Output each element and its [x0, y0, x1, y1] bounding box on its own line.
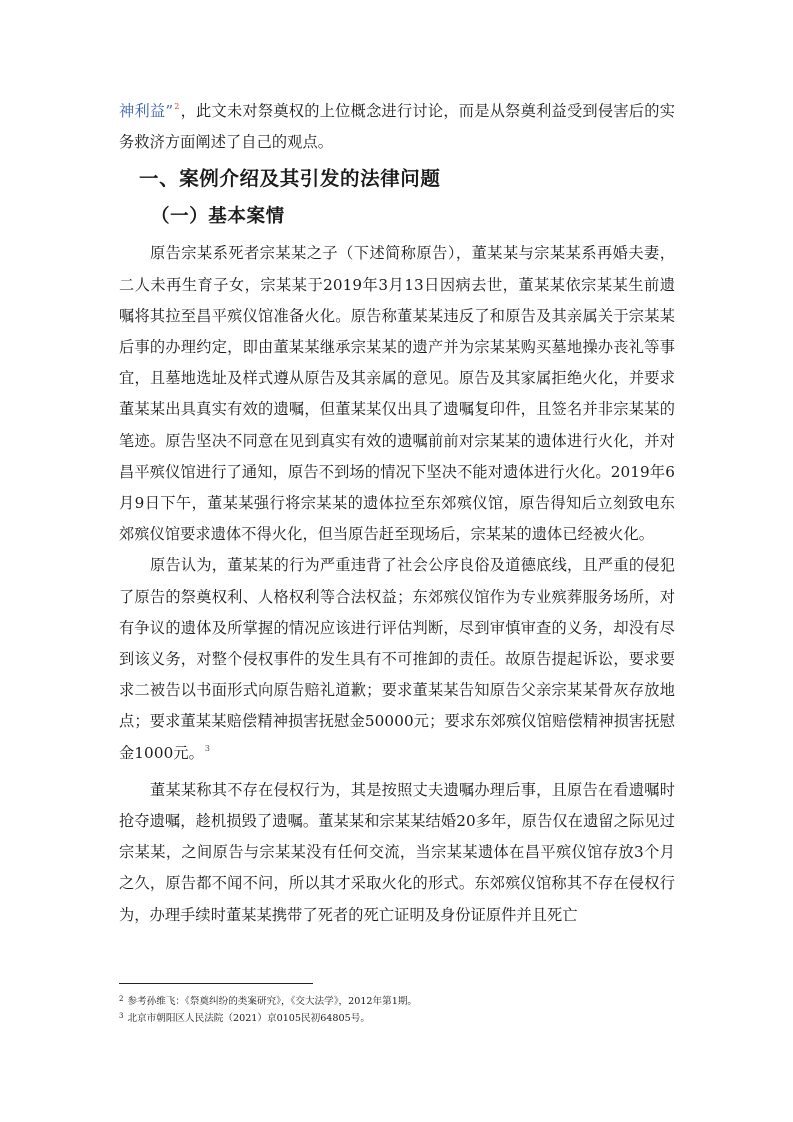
paragraph-defendant-response: 董某某称其不存在侵权行为，其是按照丈夫遗嘱办理后事，且原告在看遗嘱时抢夺遗嘱，趁机损毁了遗嘱。董某某和宗某某结婚20多年，原告仅在遗留之际见过宗某某，之间原告与宗某某没有任何交流，当宗某某遗体在昌平殡仪馆存放3个月之久，原告都不闻不问，所以其才采取火化的形式。东郊殡仪馆称其不存在侵权行为，办理手续时董某某携带了死者的死亡证明及身份证原件并且死亡: [119, 780, 675, 924]
footnote-text: 北京市朝阳区人民法院（2021）京0105民初64805号。: [127, 1013, 370, 1024]
paragraph-continuation: [119, 96, 675, 158]
quoted-term: 神利益”: [119, 102, 174, 120]
body-text: [119, 96, 675, 931]
footnote-separator: [119, 983, 313, 984]
footnote-item: [119, 1009, 679, 1026]
section-heading: 一、案例介绍及其引发的法律问题: [139, 167, 441, 191]
paragraph-plaintiff-claims: [119, 550, 675, 768]
paragraph-continuation-text: ，此文未对祭奠权的上位概念进行讨论，而是从祭奠利益受到侵害后的实务救济方面阐述了自己的观点。: [119, 102, 675, 152]
footnote-ref-3[interactable]: 3: [204, 743, 211, 753]
footnote-text: 参考孙维飞：《祭奠纠纷的类案研究》，《交大法学》，2012年第1期。: [127, 996, 418, 1007]
subsection-heading: （一）基本案情: [151, 206, 285, 228]
footnote-number: 3: [119, 1012, 124, 1020]
footnote-ref-2[interactable]: 2: [174, 102, 180, 111]
plaintiff-claims-text: 原告认为，董某某的行为严重违背了社会公序良俗及道德底线，且严重的侵犯了原告的祭奠权利、人格权利等合法权益；东郊殡仪馆作为专业殡葬服务场所，对有争议的遗体及所掌握的情况应该进行评估判断，尽到审慎审查的义务，却没有尽到该义务，对整个侵权事件的发生具有不可推卸的责任。故原告提起诉讼，要求要求二被告以书面形式向原告赔礼道歉；要求董某某告知原告父亲宗某某骨灰存放地点；要求董某某赔偿精神损害抚慰金50000元；要求东郊殡仪馆赔偿精神损害抚慰金1000元。: [119, 556, 675, 762]
footnote-item: [119, 992, 679, 1009]
paragraph-case-facts: 原告宗某系死者宗某某之子（下述简称原告），董某某与宗某某系再婚夫妻，二人未再生育子女，宗某某于2019年3月13日因病去世，董某某依宗某某生前遗嘱将其拉至昌平殡仪馆准备火化。原告称董某某违反了和原告及其亲属关于宗某某后事的办理约定，即由董某某继承宗某某的遗产并为宗某某购买墓地操办丧礼等事宜，且墓地选址及样式遵从原告及其亲属的意见。原告及其家属拒绝火化，并要求董某某出具真实有效的遗嘱，但董某某仅出具了遗嘱复印件，且签名并非宗某某的笔迹。原告坚决不同意在见到真实有效的遗嘱前前对宗某某的遗体进行火化，并对昌平殡仪馆进行了通知，原告不到场的情况下坚决不能对遗体进行火化。2019年6月9日下午，董某某强行将宗某某的遗体拉至东郊殡仪馆，原告得知后立刻致电东郊殡仪馆要求遗体不得火化，但当原告赶至现场后，宗某某的遗体已经被火化。: [119, 244, 675, 544]
footnotes: [119, 992, 679, 1026]
footnote-number: 2: [119, 995, 124, 1003]
